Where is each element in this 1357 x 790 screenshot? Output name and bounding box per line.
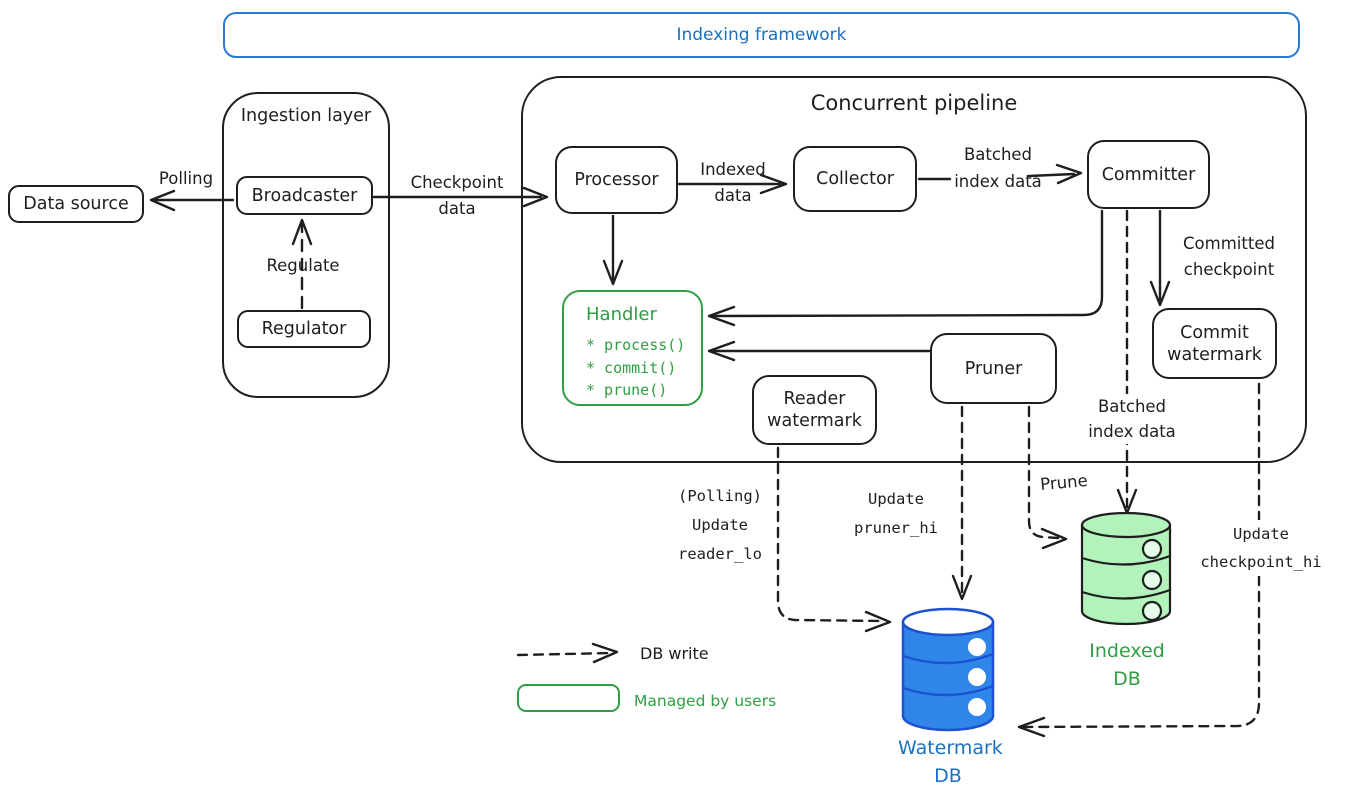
update-pruner-hi-label: Update pruner_hi xyxy=(854,490,938,537)
node-committer xyxy=(1087,140,1210,209)
node-processor xyxy=(555,146,678,214)
handler-method-prune: * prune() xyxy=(586,381,668,399)
commit-watermark-label: Commit watermark xyxy=(1167,322,1262,365)
handler-method-process: * process() xyxy=(586,336,686,354)
indexed-db-label: Indexed DB xyxy=(1089,640,1165,690)
reader-watermark-label: Reader watermark xyxy=(767,389,862,431)
node-data-source xyxy=(8,185,144,223)
prune-label: Prune xyxy=(1039,470,1089,495)
ingestion-layer-frame xyxy=(222,92,390,398)
broadcaster-label: Broadcaster xyxy=(251,185,358,206)
regulator-label: Regulator xyxy=(261,319,347,339)
pruner-label: Pruner xyxy=(964,358,1023,379)
concurrent-pipeline-title: Concurrent pipeline xyxy=(810,91,1018,115)
watermark-db-label: Watermark DB xyxy=(898,737,1003,787)
committed-checkpoint-label: Committed checkpoint xyxy=(1183,234,1275,279)
update-reader-lo-label: (Polling) Update reader_lo xyxy=(678,487,762,563)
legend-managed-by-users-label: Managed by users xyxy=(634,692,777,710)
batched-index-data-label: Batched index data xyxy=(954,145,1042,191)
watermark-db-icon xyxy=(903,609,993,730)
polling-label: Polling xyxy=(158,169,214,188)
legend-managed-by-users-swatch xyxy=(517,684,620,712)
ingestion-layer-title: Ingestion layer xyxy=(240,106,372,126)
node-pruner xyxy=(930,333,1057,404)
processor-label: Processor xyxy=(574,170,659,190)
node-reader-watermark xyxy=(752,375,877,445)
batched-index-data-db-label: Batched index data xyxy=(1079,394,1185,444)
node-collector xyxy=(793,146,917,212)
node-regulator xyxy=(237,310,371,348)
node-broadcaster xyxy=(236,176,373,215)
regulate-label: Regulate xyxy=(266,256,340,275)
handler-title: Handler xyxy=(586,304,657,325)
indexing-framework-title: Indexing framework xyxy=(676,25,847,45)
polling-arrow xyxy=(151,191,233,210)
checkpoint-data-label: Checkpoint data xyxy=(410,173,504,218)
node-handler xyxy=(562,290,703,406)
data-source-label: Data source xyxy=(23,194,129,214)
handler-method-commit: * commit() xyxy=(586,358,677,377)
legend-db-write-arrow xyxy=(518,644,617,662)
committer-label: Committer xyxy=(1101,164,1196,185)
indexing-framework-frame xyxy=(223,12,1300,58)
legend-db-write-label: DB write xyxy=(640,644,709,663)
indexed-db-icon xyxy=(1082,513,1170,624)
indexed-data-label: Indexed data xyxy=(700,160,766,205)
node-commit-watermark xyxy=(1152,308,1277,379)
update-checkpoint-hi-label: Update checkpoint_hi xyxy=(1186,520,1336,576)
collector-label: Collector xyxy=(816,169,894,189)
